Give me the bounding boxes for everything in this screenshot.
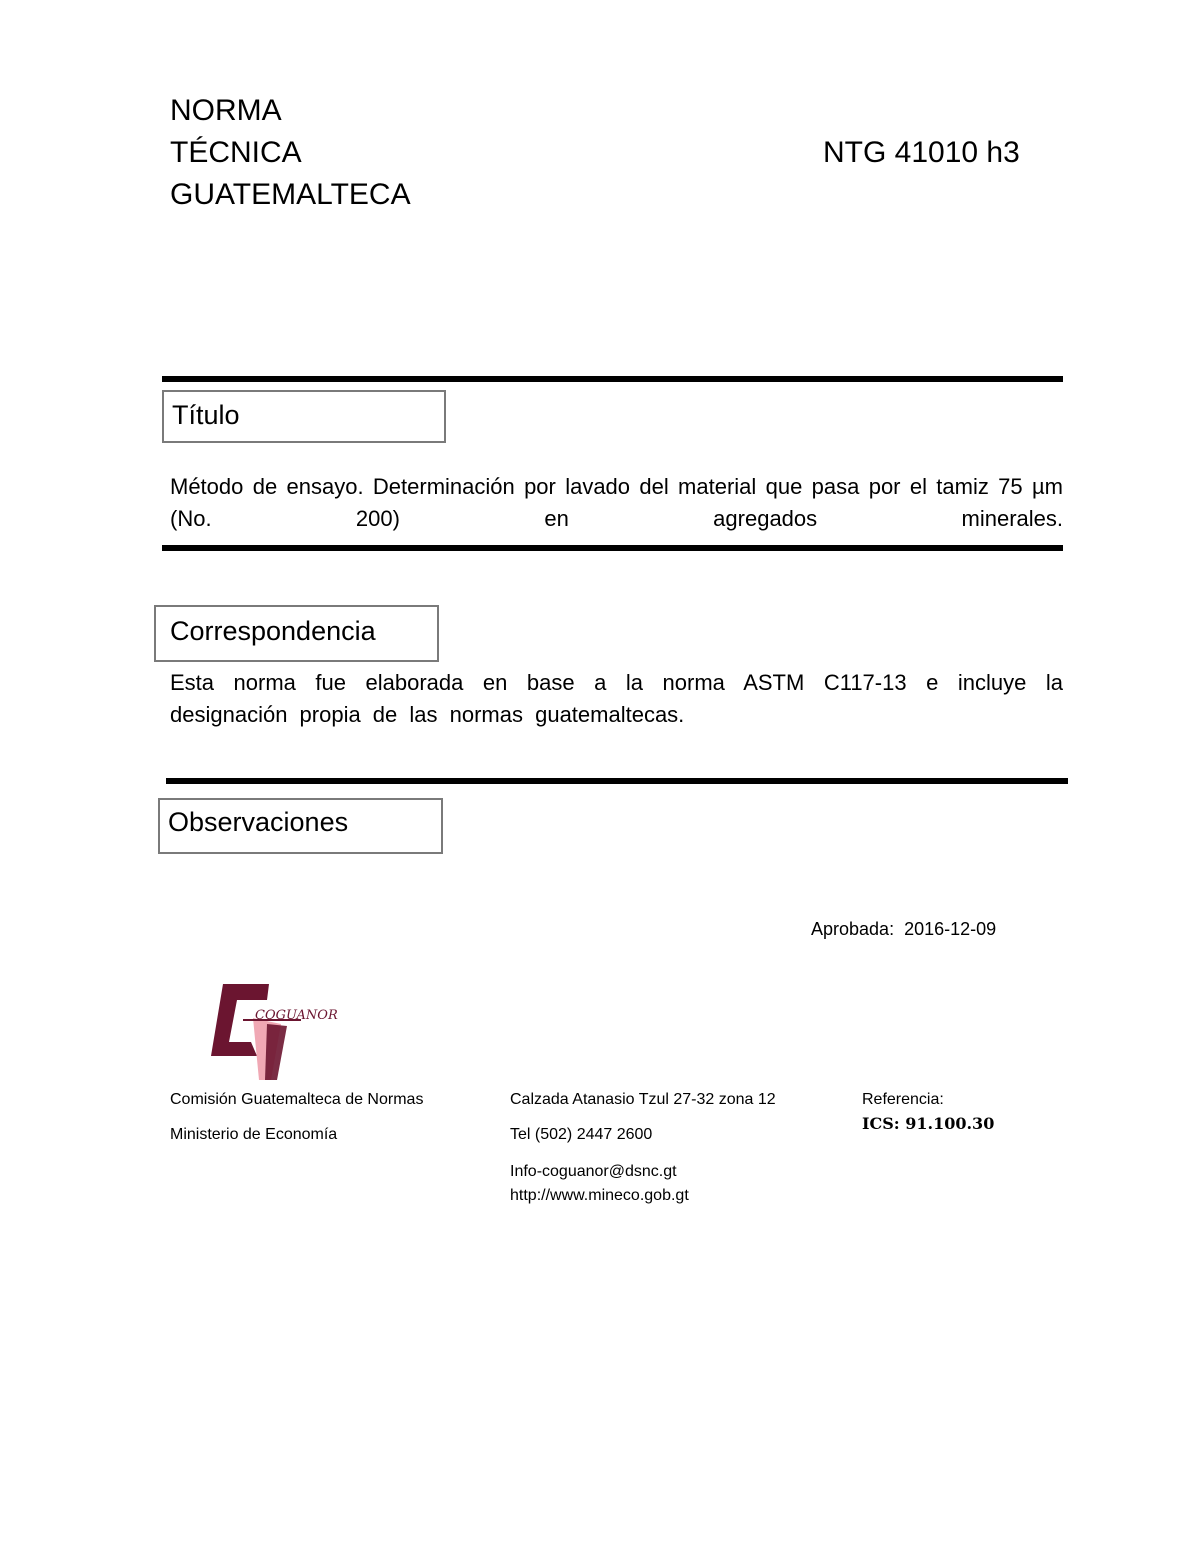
titulo-text: Método de ensayo. Determinación por lavado del material que pasa por el tamiz 75 µm (No. 200) en agregados minerales. [170, 474, 1063, 531]
phone: Tel (502) 2447 2600 [510, 1126, 653, 1143]
footer-org [170, 1090, 423, 1145]
title-line-2: TÉCNICA [170, 136, 302, 169]
approval-date: Aprobada: 2016-12-09 [811, 919, 997, 939]
ministry-name: Ministerio de Economía [170, 1126, 338, 1143]
reference-label: Referencia: [862, 1091, 944, 1108]
divider-top [162, 376, 1063, 382]
coguanor-logo-graphic [205, 980, 330, 1085]
divider-correspondencia-bottom [166, 778, 1068, 784]
footer-address [510, 1090, 776, 1206]
footer-reference [862, 1090, 994, 1134]
correspondencia-text: Esta norma fue elaborada en base a la norma ASTM C117-13 e incluye la designación propia de las normas guatemaltecas. [170, 670, 1063, 727]
website-link[interactable]: http://www.mineco.gob.gt [510, 1187, 689, 1204]
org-name: Comisión Guatemalteca de Normas [170, 1091, 424, 1108]
section-label-titulo: Título [162, 390, 446, 443]
logo-text: COGUANOR [255, 1008, 338, 1023]
title-line-3: GUATEMALTECA [170, 178, 411, 211]
title-line-1: NORMA [170, 94, 282, 127]
section-label-observaciones: Observaciones [158, 798, 443, 854]
coguanor-logo [205, 980, 338, 1085]
divider-titulo-bottom [162, 545, 1063, 551]
ics-code: ICS: 91.100.30 [862, 1114, 995, 1133]
section-label-correspondencia: Correspondencia [154, 605, 439, 662]
email-link[interactable]: Info-coguanor@dsnc.gt [510, 1163, 677, 1180]
street-address: Calzada Atanasio Tzul 27-32 zona 12 [510, 1091, 776, 1108]
standard-code: NTG 41010 h3 [823, 136, 1020, 169]
document-title [170, 90, 411, 216]
